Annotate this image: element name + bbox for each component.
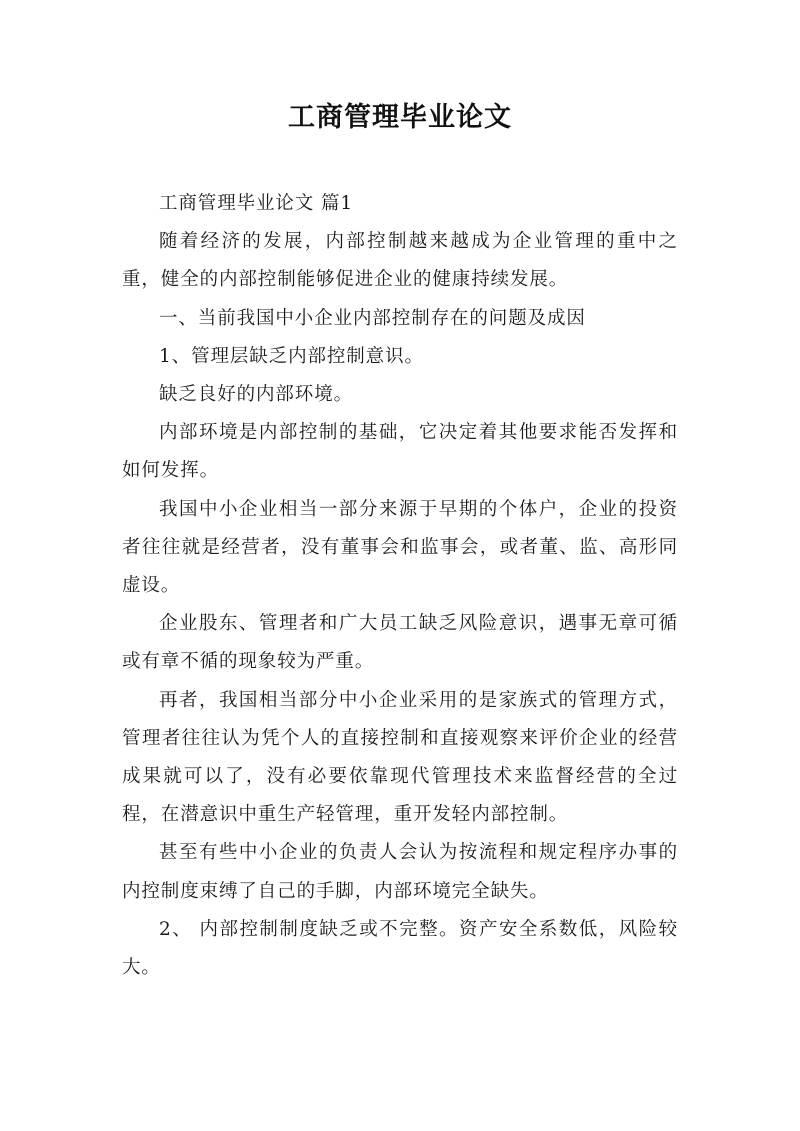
body-paragraph: 再者，我国相当部分中小企业采用的是家族式的管理方式，管理者往往认为凭个人的直接控制和直接观察来评价企业的经营成果就可以了，没有必要依靠现代管理技术来监督经营的全过程，在潜意识中重生产轻管理，重开发轻内部控制。: [122, 689, 678, 826]
body-paragraph: 企业股东、管理者和广大员工缺乏风险意识，遇事无章可循或有章不循的现象较为严重。: [122, 613, 678, 673]
subsection-heading: 2、 内部控制制度缺乏或不完整。资产安全系数低，风险较大。: [122, 918, 678, 979]
body-paragraph: 缺乏良好的内部环境。: [159, 384, 354, 406]
section-heading: 一、当前我国中小企业内部控制存在的问题及成因: [159, 307, 586, 329]
body-paragraph: 内部环境是内部控制的基础，它决定着其他要求能否发挥和如何发挥。: [122, 422, 678, 482]
body-paragraph: 随着经济的发展，内部控制越来越成为企业管理的重中之重，健全的内部控制能够促进企业的健康持续发展。: [122, 231, 678, 291]
document-body: [122, 185, 678, 987]
body-paragraph: 我国中小企业相当一部分来源于早期的个体户，企业的投资者往往就是经营者，没有董事会和监事会，或者董、监、高形同虚设。: [122, 498, 678, 597]
body-paragraph: 甚至有些中小企业的负责人会认为按流程和规定程序办事的内控制度束缚了自己的手脚，内部环境完全缺失。: [122, 842, 678, 902]
section-heading: 工商管理毕业论文 篇1: [159, 193, 354, 214]
subsection-heading: 1、管理层缺乏内部控制意识。: [159, 345, 424, 367]
page-title: 工商管理毕业论文: [288, 102, 512, 133]
